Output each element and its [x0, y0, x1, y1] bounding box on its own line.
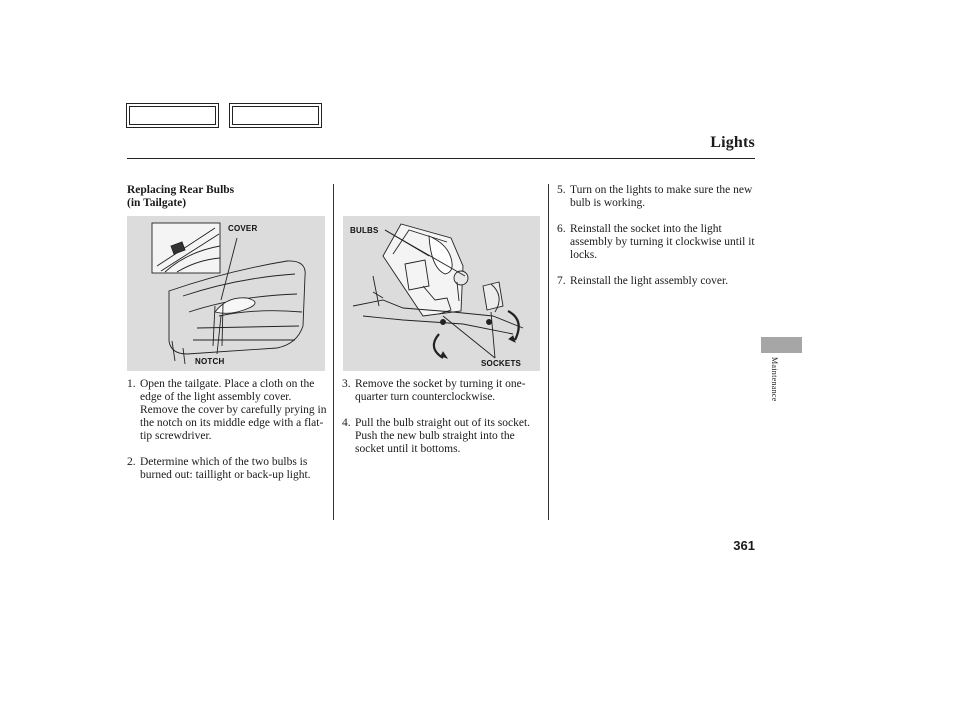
socket-removal-illustration: [343, 216, 540, 371]
step-item: 6. Reinstall the socket into the light assembly by turning it clockwise until it locks.: [557, 223, 755, 261]
step-text: Turn on the lights to make sure the new bulb is working.: [570, 184, 753, 209]
step-list-column-2: [342, 378, 544, 469]
sockets-label: SOCKETS: [481, 359, 522, 368]
notch-label: NOTCH: [195, 357, 225, 366]
page-title: Lights: [710, 134, 755, 151]
step-item: 2. Determine which of the two bulbs is burned out: taillight or back-up light.: [127, 456, 311, 481]
step-text: Reinstall the socket into the light assembly by turning it clockwise until it locks.: [570, 223, 755, 261]
column-divider: [333, 184, 334, 520]
tailgate-drawing: [127, 216, 325, 371]
step-list-column-1: [127, 378, 327, 495]
column-divider: [548, 184, 549, 520]
step-item: 7. Reinstall the light assembly cover.: [557, 275, 729, 287]
section-heading-line: (in Tailgate): [127, 197, 187, 209]
step-text: Pull the bulb straight out of its socket. Push the new bulb straight into the socket until it bottoms.: [355, 417, 531, 455]
section-heading: [127, 184, 327, 210]
section-tab-label: Maintenance: [770, 357, 779, 402]
step-item: 5. Turn on the lights to make sure the new bulb is working.: [557, 184, 753, 209]
step-item: 1. Open the tailgate. Place a cloth on the edge of the light assembly cover. Remove the cover by carefully prying in the notch on its middle edge with a flat-tip screwdriver.: [127, 378, 327, 442]
nav-previous-button[interactable]: [126, 103, 219, 128]
cover-removal-illustration: [127, 216, 325, 371]
light-assembly-drawing: [343, 216, 540, 371]
step-text: Determine which of the two bulbs is burned out: taillight or back-up light.: [140, 456, 311, 481]
nav-next-button[interactable]: [229, 103, 322, 128]
section-heading-line: Replacing Rear Bulbs: [127, 184, 235, 196]
step-item: 4. Pull the bulb straight out of its socket. Push the new bulb straight into the socket until it bottoms.: [342, 417, 531, 455]
step-text: Open the tailgate. Place a cloth on the edge of the light assembly cover. Remove the cover by carefully prying in the notch on its middle edge with a flat-tip screwdriver.: [140, 378, 327, 442]
step-item: 3. Remove the socket by turning it one-quarter turn counterclockwise.: [342, 378, 526, 403]
step-text: Reinstall the light assembly cover.: [570, 275, 729, 287]
section-tab[interactable]: [761, 337, 802, 353]
cover-label: COVER: [228, 224, 258, 233]
step-list-column-3: [557, 184, 757, 301]
bulbs-label: BULBS: [350, 226, 379, 235]
step-text: Remove the socket by turning it one-quarter turn counterclockwise.: [355, 378, 526, 403]
page-number: 361: [733, 538, 755, 553]
header-rule: [127, 158, 755, 159]
